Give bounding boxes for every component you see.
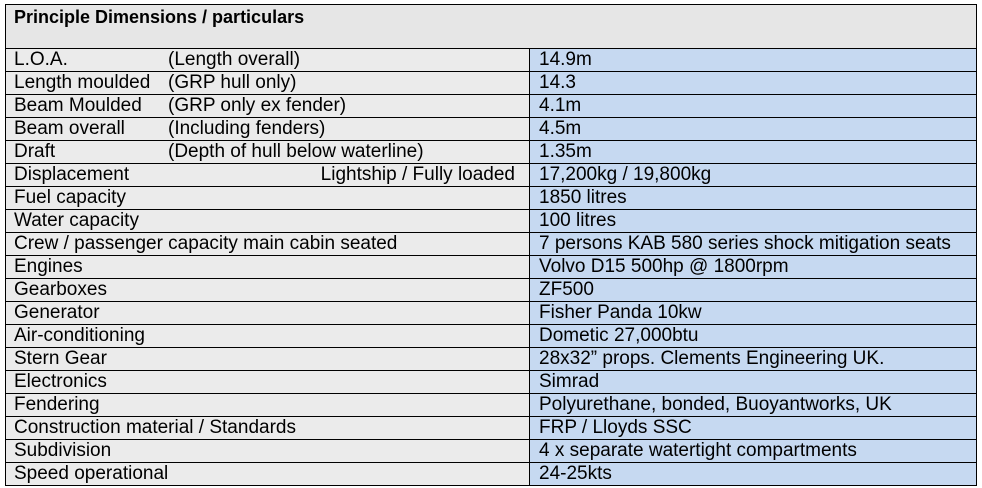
label-cell: [6, 256, 530, 279]
value-cell: [530, 187, 977, 210]
row-label: Water capacity: [14, 210, 139, 231]
value-cell: [530, 49, 977, 72]
label-cell: [6, 95, 530, 118]
row-note: (Length overall): [168, 49, 301, 70]
table-row: [6, 95, 977, 118]
value-cell: [530, 164, 977, 187]
table-row: [6, 141, 977, 164]
value-cell: [530, 371, 977, 394]
table-row: [6, 118, 977, 141]
row-value: ZF500: [539, 279, 594, 300]
row-label: Fendering: [14, 394, 100, 415]
label-cell: [6, 463, 530, 486]
value-cell: [530, 302, 977, 325]
row-label: Air-conditioning: [14, 325, 145, 346]
table-row: [6, 49, 977, 72]
row-value: 100 litres: [539, 210, 617, 231]
row-value: 14.9m: [539, 49, 592, 70]
label-cell: [6, 440, 530, 463]
row-value: 7 persons KAB 580 series shock mitigation seats: [539, 233, 951, 254]
table-row: [6, 233, 977, 256]
label-cell: [6, 394, 530, 417]
row-note: Lightship / Fully loaded: [320, 164, 515, 185]
row-value: Dometic 27,000btu: [539, 325, 699, 346]
label-cell: [6, 302, 530, 325]
table-row: [6, 72, 977, 95]
value-cell: [530, 394, 977, 417]
table-row: [6, 256, 977, 279]
row-value: 4.5m: [539, 118, 582, 139]
row-value: 4 x separate watertight compartments: [539, 440, 857, 461]
table-row: [6, 417, 977, 440]
label-cell: [6, 210, 530, 233]
row-note: (Including fenders): [168, 118, 326, 139]
value-cell: [530, 279, 977, 302]
row-note: (GRP only ex fender): [168, 95, 347, 116]
value-cell: [530, 348, 977, 371]
row-label: Stern Gear: [14, 348, 107, 369]
row-value: 24-25kts: [539, 463, 612, 484]
label-cell: [6, 187, 530, 210]
row-label: Displacement: [14, 164, 130, 185]
row-value: 14.3: [539, 72, 576, 93]
value-cell: [530, 463, 977, 486]
row-value: 1.35m: [539, 141, 592, 162]
specifications-table: [5, 4, 977, 486]
value-cell: [530, 141, 977, 164]
value-cell: [530, 72, 977, 95]
row-value: FRP / Lloyds SSC: [539, 417, 692, 438]
row-label: Gearboxes: [14, 279, 107, 300]
table-row: [6, 394, 977, 417]
row-note: (GRP hull only): [168, 72, 297, 93]
row-label: Engines: [14, 256, 83, 277]
row-label: Construction material / Standards: [14, 417, 296, 438]
row-label: Fuel capacity: [14, 187, 126, 208]
row-label: Electronics: [14, 371, 107, 392]
row-label: Beam overall: [14, 118, 125, 139]
table-row: [6, 440, 977, 463]
table-row: [6, 348, 977, 371]
row-label: Length moulded: [14, 72, 151, 93]
label-cell: [6, 279, 530, 302]
label-cell: [6, 72, 530, 95]
row-value: 1850 litres: [539, 187, 627, 208]
row-label: Draft: [14, 141, 56, 162]
label-cell: [6, 371, 530, 394]
label-cell: [6, 233, 530, 256]
row-label: Generator: [14, 302, 100, 323]
row-value: Simrad: [539, 371, 600, 392]
row-value: Fisher Panda 10kw: [539, 302, 702, 323]
table-row: [6, 302, 977, 325]
value-cell: [530, 95, 977, 118]
label-cell: [6, 417, 530, 440]
label-cell: [6, 49, 530, 72]
value-cell: [530, 417, 977, 440]
row-label: L.O.A.: [14, 49, 68, 70]
label-cell: [6, 118, 530, 141]
value-cell: [530, 440, 977, 463]
row-note: (Depth of hull below waterline): [168, 141, 424, 162]
table-row: [6, 210, 977, 233]
row-value: Volvo D15 500hp @ 1800rpm: [539, 256, 789, 277]
value-cell: [530, 256, 977, 279]
value-cell: [530, 118, 977, 141]
label-cell: [6, 325, 530, 348]
value-cell: [530, 325, 977, 348]
table-title: Principle Dimensions / particulars: [14, 7, 305, 27]
table-row: [6, 325, 977, 348]
row-value: 28x32” props. Clements Engineering UK.: [539, 348, 885, 369]
table-row: [6, 463, 977, 486]
table-title-header: [6, 5, 977, 49]
value-cell: [530, 210, 977, 233]
label-cell: [6, 164, 530, 187]
label-cell: [6, 348, 530, 371]
row-label: Subdivision: [14, 440, 112, 461]
row-value: 4.1m: [539, 95, 582, 116]
value-cell: [530, 233, 977, 256]
table-row: [6, 164, 977, 187]
row-value: Polyurethane, bonded, Buoyantworks, UK: [539, 394, 892, 415]
label-cell: [6, 141, 530, 164]
row-label: Speed operational: [14, 463, 169, 484]
row-value: 17,200kg / 19,800kg: [539, 164, 712, 185]
row-label: Crew / passenger capacity main cabin seated: [14, 233, 398, 254]
table-row: [6, 279, 977, 302]
row-label: Beam Moulded: [14, 95, 142, 116]
table-row: [6, 187, 977, 210]
table-row: [6, 371, 977, 394]
